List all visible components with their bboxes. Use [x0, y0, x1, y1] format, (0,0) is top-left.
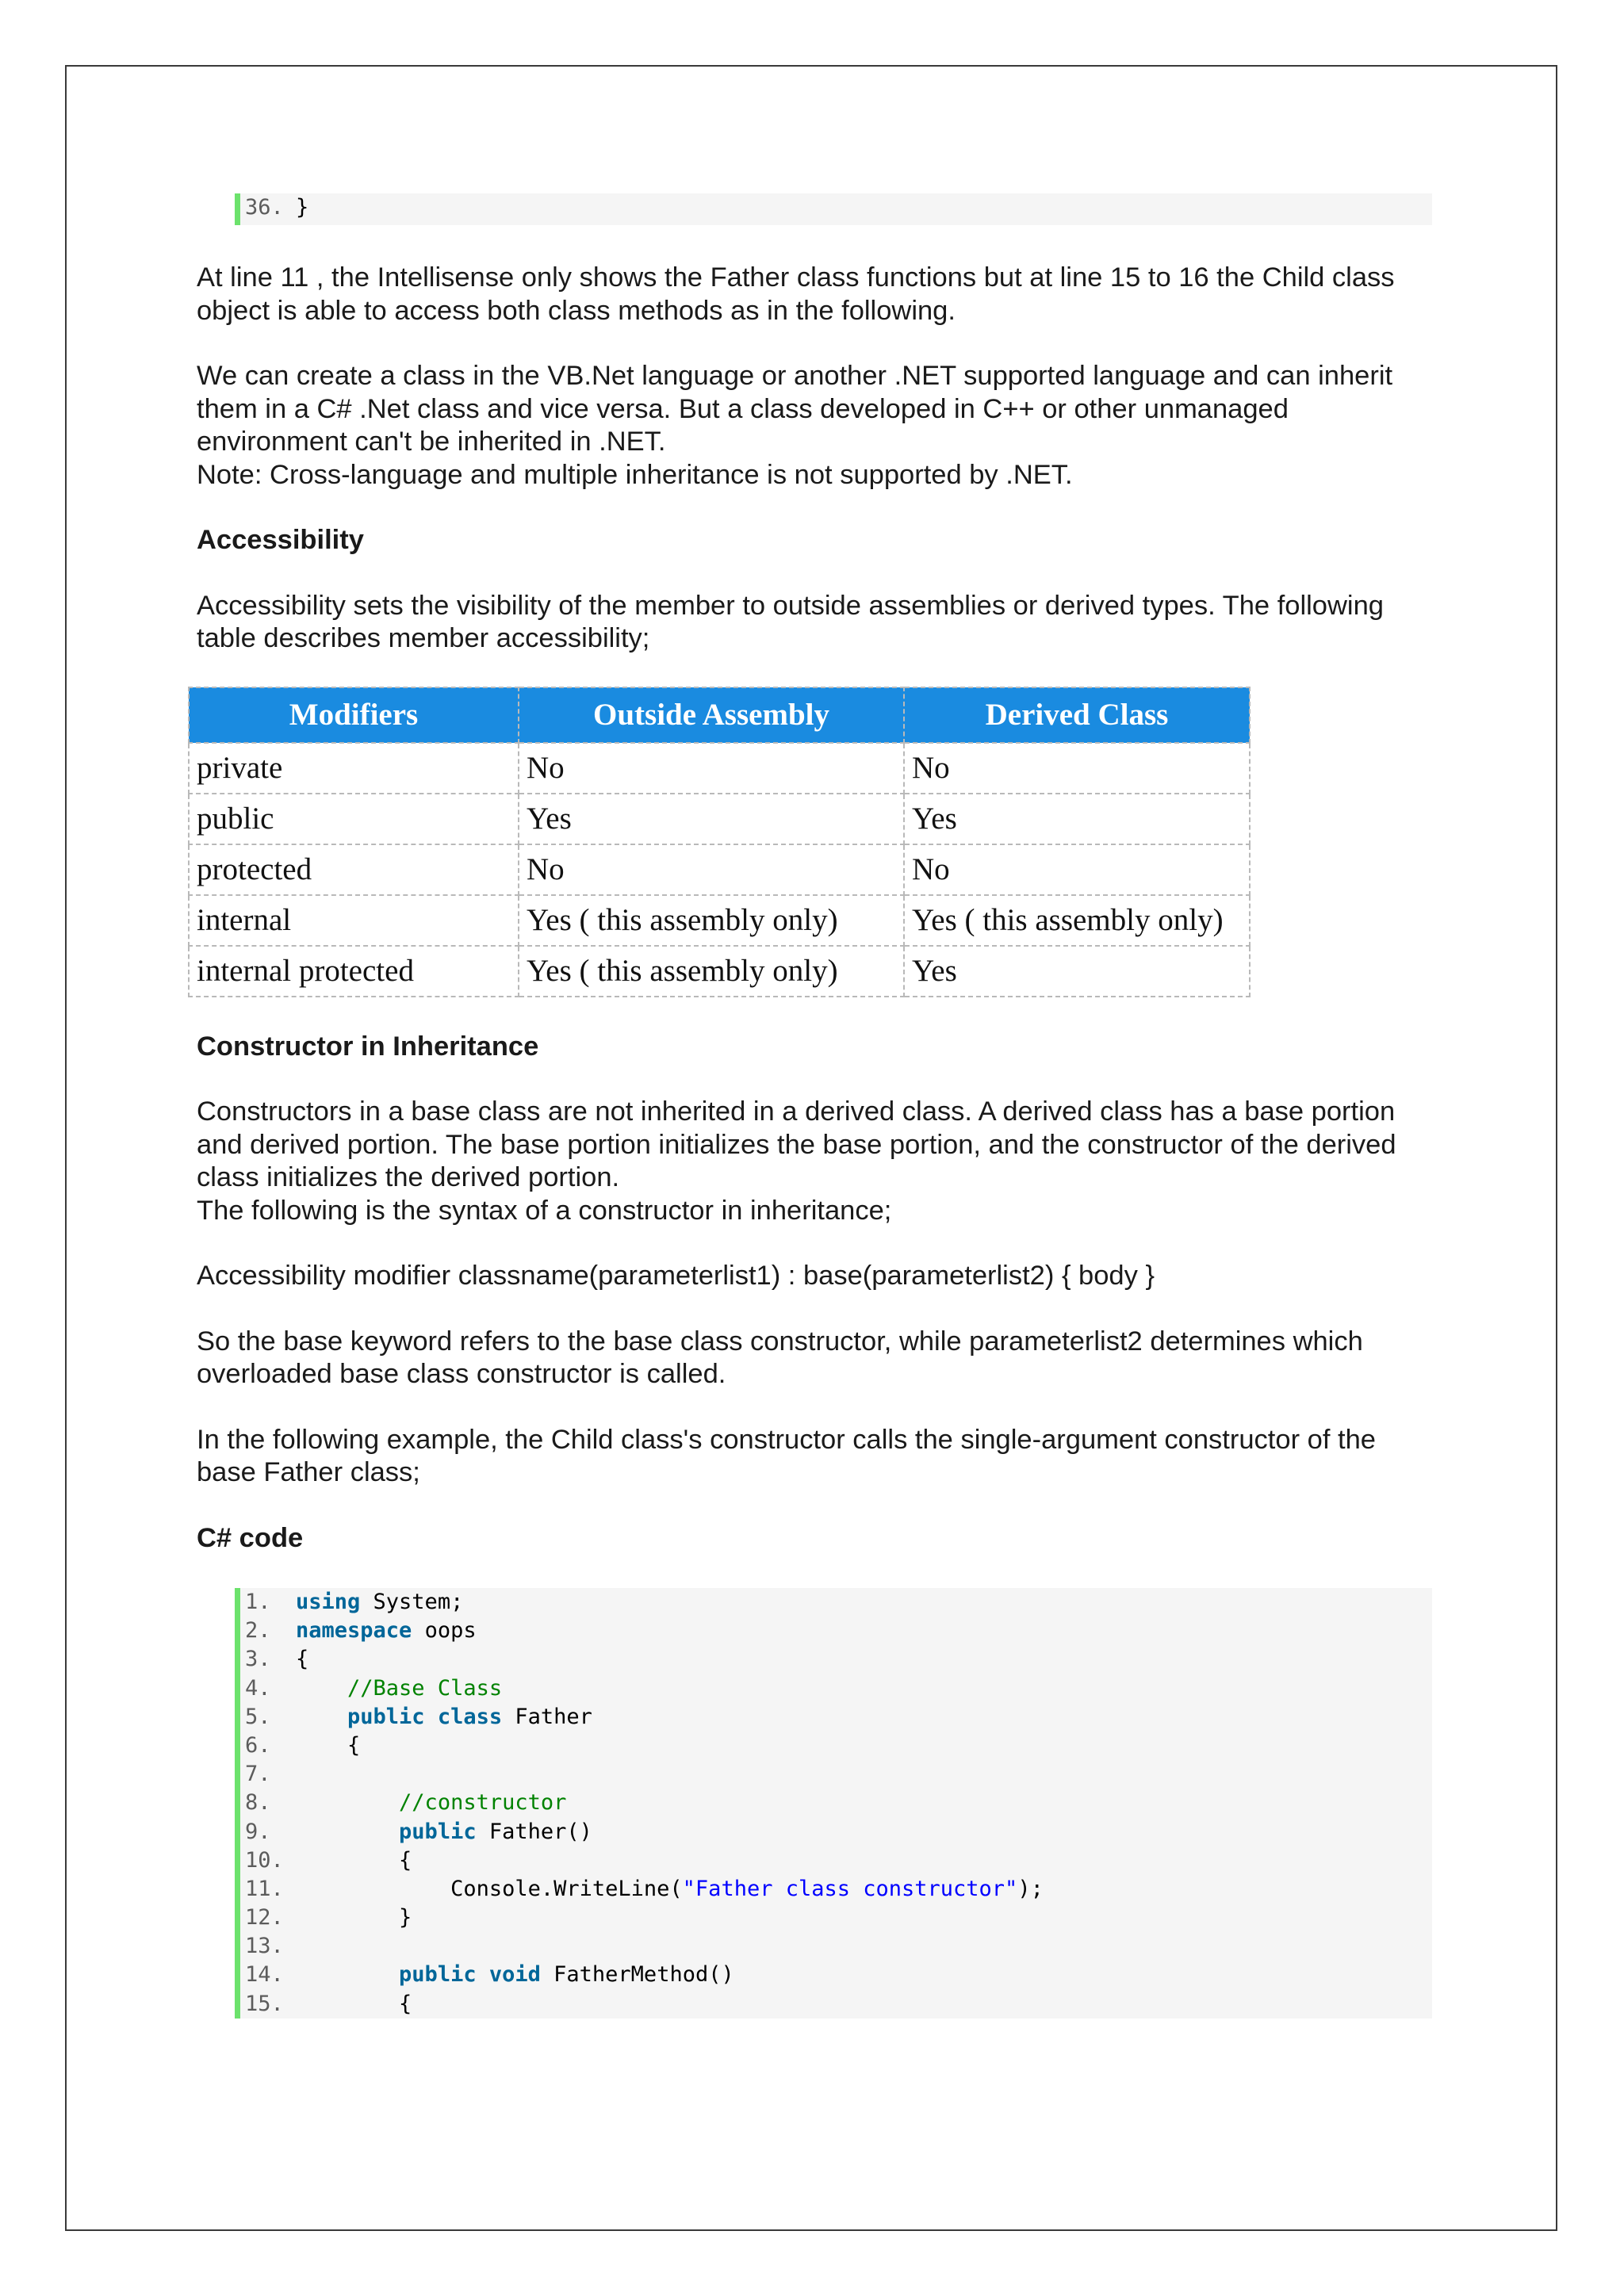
code-token: [296, 1820, 399, 1844]
code-token: [296, 1790, 399, 1815]
code-token: [296, 1676, 347, 1701]
code-line-number: 6.: [245, 1732, 271, 1758]
code-line: [240, 1932, 1432, 1961]
code-keyword: public: [347, 1704, 425, 1729]
table-cell: private: [189, 743, 519, 794]
code-keyword: public: [399, 1962, 477, 1988]
code-line: [240, 1990, 1432, 2019]
table-cell: Yes: [519, 794, 904, 844]
table-cell: No: [519, 743, 904, 794]
code-token: System;: [360, 1590, 464, 1614]
table-cell: No: [519, 844, 904, 895]
code-line: [240, 1645, 1432, 1674]
table-row: [189, 794, 1250, 844]
code-token: [425, 1705, 438, 1729]
code-line-text: [294, 1904, 412, 1932]
document-content: [197, 193, 1434, 2019]
table-cell: No: [904, 844, 1250, 895]
heading-constructor-inheritance: Constructor in Inheritance: [197, 1031, 539, 1062]
table-row: [189, 743, 1250, 794]
code-line-number: 13.: [245, 1934, 284, 1959]
code-token: {: [296, 1991, 412, 2016]
code-token: Father: [502, 1704, 592, 1729]
heading-accessibility: Accessibility: [197, 525, 364, 555]
code-line-number: 8.: [245, 1790, 271, 1816]
table-row: [189, 895, 1250, 946]
table-header-modifiers: Modifiers: [189, 687, 519, 743]
code-line-number: 9.: [245, 1819, 271, 1844]
code-token: [296, 1962, 399, 1987]
code-token: Father(): [476, 1819, 592, 1844]
code-line: [240, 1846, 1432, 1875]
code-comment: //Base Class: [347, 1675, 503, 1701]
code-line-number: 1.: [245, 1590, 271, 1614]
table-header-outside-assembly: Outside Assembly: [519, 687, 904, 743]
paragraph-example-intro: In the following example, the Child class's constructor calls the single-argument constructor of the base Father class;: [197, 1424, 1376, 1487]
table-cell: Yes ( this assembly only): [904, 895, 1250, 946]
code-token: FatherMethod(): [540, 1962, 734, 1988]
code-keyword: class: [437, 1704, 503, 1729]
code-line-text: }: [296, 195, 309, 220]
heading-csharp-code: C# code: [197, 1522, 304, 1553]
table-cell: Yes: [904, 794, 1250, 844]
code-line-text: [294, 1645, 308, 1674]
code-line-text: [294, 1760, 296, 1789]
code-line-number: 4.: [245, 1675, 271, 1701]
paragraph-note: Note: Cross-language and multiple inheritance is not supported by .NET.: [197, 459, 1073, 490]
code-line-text: [294, 1703, 592, 1732]
code-line-text: [294, 1588, 463, 1617]
code-line-number: 14.: [245, 1962, 284, 1988]
code-line: [240, 193, 1432, 222]
code-line: [240, 1588, 1432, 1617]
code-line: [240, 1760, 1432, 1789]
paragraph-cross-language: We can create a class in the VB.Net language or another .NET supported language and can inherit them in a C# .Net class and vice versa. But a class developed in C++ or other unmanaged environment can't be inherited in .NET.: [197, 361, 1393, 457]
code-line-text: [294, 1990, 412, 2019]
table-header-row: [189, 687, 1250, 743]
table-cell: Yes ( this assembly only): [519, 895, 904, 946]
code-line-text: [294, 1846, 412, 1875]
code-token: );: [1017, 1876, 1044, 1901]
table-cell: public: [189, 794, 519, 844]
code-line-number: 15.: [245, 1991, 284, 2016]
code-token: }: [296, 1905, 412, 1931]
table-row: [189, 946, 1250, 997]
table-row: [189, 844, 1250, 895]
accessibility-table: [188, 687, 1251, 997]
code-line-text: [294, 1818, 592, 1846]
table-cell: internal: [189, 895, 519, 946]
code-line-number: 5.: [245, 1704, 271, 1729]
code-token: Console.WriteLine(: [296, 1876, 683, 1901]
code-token: {: [296, 1647, 309, 1672]
table-header-derived-class: Derived Class: [904, 687, 1250, 743]
code-comment: //constructor: [399, 1790, 567, 1816]
table-cell: protected: [189, 844, 519, 895]
code-string: "Father class constructor": [682, 1876, 1018, 1901]
code-line-number: 10.: [245, 1847, 284, 1873]
code-line-text: [294, 1789, 566, 1817]
code-token: [296, 1705, 347, 1729]
code-line: [240, 1875, 1432, 1904]
code-line-text: [294, 1732, 360, 1760]
code-keyword: public: [399, 1819, 477, 1844]
code-line-number: 11.: [245, 1876, 284, 1901]
code-token: {: [296, 1732, 361, 1758]
code-block-father-class: [235, 1588, 1432, 2019]
paragraph-intellisense: At line 11 , the Intellisense only shows the Father class functions but at line 15 to 16 the Child class object is able to access both class methods as in the following.: [197, 262, 1395, 326]
code-line: [240, 1961, 1432, 1989]
paragraph-accessibility: Accessibility sets the visibility of the member to outside assemblies or derived types. The following table describes member accessibility;: [197, 590, 1384, 653]
code-line-number: 36.: [245, 195, 284, 220]
code-keyword: void: [488, 1962, 541, 1988]
code-line: [240, 1674, 1432, 1703]
code-line-text: [294, 1875, 1044, 1904]
code-token: {: [296, 1847, 412, 1873]
code-token: [477, 1962, 489, 1987]
paragraph-constructors: Constructors in a base class are not inherited in a derived class. A derived class has a base portion and derived portion. The base portion initializes the base portion, and the constructor of the derived class initializes the derived portion.: [197, 1096, 1396, 1192]
code-line-number: 7.: [245, 1762, 271, 1787]
code-line-number: 3.: [245, 1647, 271, 1672]
table-cell: No: [904, 743, 1250, 794]
code-line: [240, 1703, 1432, 1732]
code-line-text: [294, 1932, 296, 1961]
code-token: oops: [412, 1618, 477, 1644]
code-line-text: [294, 1961, 734, 1989]
paragraph-base-keyword: So the base keyword refers to the base class constructor, while parameterlist2 determines which overloaded base class constructor is called.: [197, 1326, 1363, 1389]
code-keyword: using: [296, 1590, 361, 1614]
code-line-text: [294, 1674, 502, 1703]
code-keyword: namespace: [296, 1618, 412, 1644]
paragraph-syntax-intro: The following is the syntax of a constructor in inheritance;: [197, 1195, 892, 1226]
table-cell: Yes ( this assembly only): [519, 946, 904, 997]
code-line-number: 2.: [245, 1618, 271, 1644]
code-line-text: [294, 1617, 477, 1645]
code-line-number: 12.: [245, 1905, 284, 1931]
table-cell: Yes: [904, 946, 1250, 997]
code-line: [240, 1617, 1432, 1645]
code-line: [240, 1732, 1432, 1760]
paragraph-syntax: Accessibility modifier classname(parameterlist1) : base(parameterlist2) { body }: [197, 1261, 1155, 1291]
code-line: [240, 1818, 1432, 1846]
table-cell: internal protected: [189, 946, 519, 997]
code-line: [240, 1789, 1432, 1817]
code-line: [240, 1904, 1432, 1932]
code-block-continuation: [235, 193, 1432, 225]
